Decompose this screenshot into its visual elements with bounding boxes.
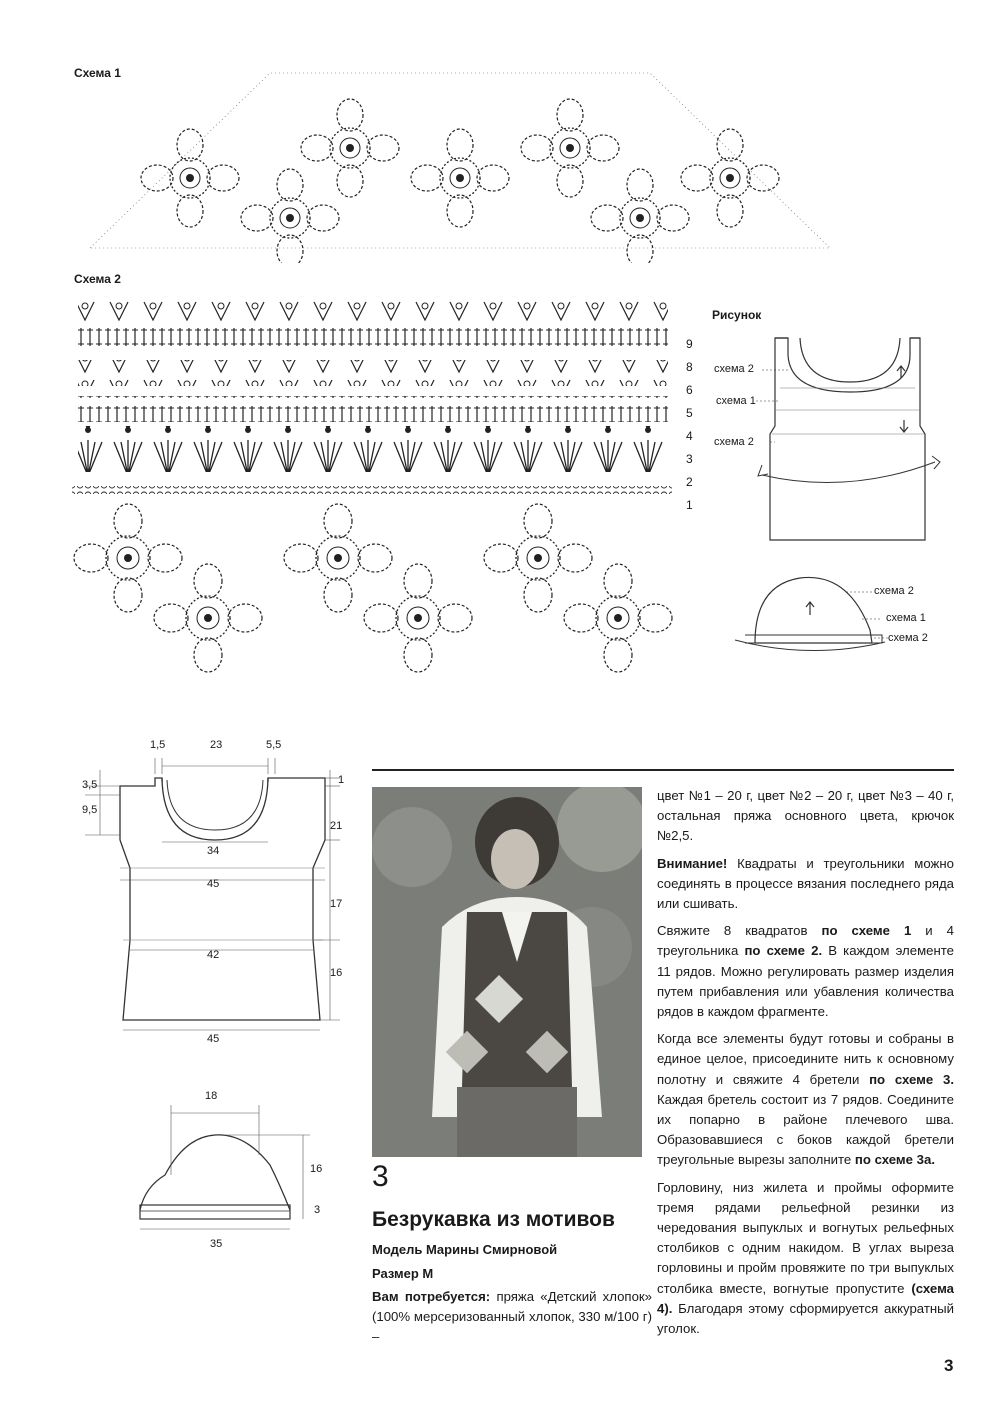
- vest-dim-right-1: 1: [338, 774, 345, 786]
- scheme1-chart: [80, 68, 840, 263]
- article-divider: [372, 769, 954, 771]
- row-number-3: 3: [686, 452, 693, 466]
- figure-vest-label-mid: схема 1: [716, 395, 756, 407]
- row-number-2: 2: [686, 475, 693, 489]
- row-number-5: 5: [686, 406, 693, 420]
- vest-dim-width-3: 42: [207, 949, 220, 961]
- row-number-9: 9: [686, 337, 693, 351]
- vest-pattern-drawing: [75, 750, 355, 1050]
- figure-sleeve-label-top: схема 2: [874, 585, 914, 597]
- paragraph-4: Когда все элементы будут готовы и собраны в единое целое, присоедините нить к основному полотну и свяжите 4 бретели по схеме 3. Каждая бретель состоит из 7 рядов. Соедините их попарно в районе плечевого шва. Образовавшиеся с боков каждой бретели треугольные вырезы заполните по схеме 3а.: [657, 1031, 954, 1168]
- row-number-8: 8: [686, 360, 693, 374]
- vest-dim-top-right: 5,5: [266, 739, 282, 751]
- vest-dim-right-2: 21: [330, 820, 343, 832]
- figure-vest-label-bottom: схема 2: [714, 436, 754, 448]
- paragraph-5: Горловину, низ жилета и проймы оформите тремя рядами рельефной резинки из чередования выпуклых и вогнутых рельефных столбиков с одним накидом. В углах выреза горловины и пройм провяжите по три выпуклых столбика вместе, вогнутые пропустите (схема 4). Благодаря этому сформируется аккуратный уголок.: [657, 1179, 954, 1337]
- model-photo-figure: [372, 787, 642, 1157]
- needs-label: Вам потребуется:: [372, 1289, 491, 1304]
- paragraph-2: Внимание! Квадраты и треугольники можно соединять в процессе вязания последнего ряда или сшивать.: [657, 855, 954, 912]
- figure-sleeve-label-mid: схема 1: [886, 612, 926, 624]
- vest-dim-left-1: 3,5: [82, 779, 98, 791]
- vest-dim-width-4: 45: [207, 1033, 220, 1045]
- article-title: Безрукавка из мотивов: [372, 1208, 615, 1231]
- scheme1-label: Схема 1: [74, 66, 121, 80]
- vest-dim-right-3: 17: [330, 898, 343, 910]
- row-number-1: 1: [686, 498, 693, 512]
- scheme2-label: Схема 2: [74, 272, 121, 286]
- article-needs: [372, 1287, 652, 1348]
- vest-dim-width-2: 45: [207, 878, 220, 890]
- paragraph-1: цвет №1 – 20 г, цвет №2 – 20 г, цвет №3 – 40 г, остальная пряжа основного цвета, крючок №2,5.: [657, 788, 954, 844]
- article-number: 3: [372, 1160, 389, 1193]
- sleeve-dim-top: 18: [205, 1090, 218, 1102]
- article-right-column: [657, 786, 954, 1346]
- row-number-6: 6: [686, 383, 693, 397]
- article-size: Размер M: [372, 1266, 434, 1281]
- model-photo: [372, 787, 642, 1157]
- sleeve-dim-right-1: 16: [310, 1163, 323, 1175]
- figure-sleeve-label-bottom: схема 2: [888, 632, 928, 644]
- figure-vest-label-top: схема 2: [714, 363, 754, 375]
- sleeve-dim-right-2: 3: [314, 1204, 321, 1216]
- sleeve-pattern-drawing: [125, 1095, 325, 1245]
- vest-dim-left-2: 9,5: [82, 804, 98, 816]
- sleeve-dim-bottom: 35: [210, 1238, 223, 1250]
- vest-dim-top-left: 1,5: [150, 739, 166, 751]
- needs-text: пряжа «Детский хлопок» (100% мерсеризованный хлопок, 330 м/100 г) –: [372, 1289, 653, 1345]
- article-author: Модель Марины Смирновой: [372, 1242, 558, 1257]
- paragraph-3: Свяжите 8 квадратов по схеме 1 и 4 треугольника по схеме 2. В каждом элементе 11 рядов. Можно регулировать размер изделия путем прибавления или убавления количества рядов в каждом фрагменте.: [657, 923, 954, 1020]
- vest-dim-width-1: 34: [207, 845, 220, 857]
- scheme2-chart: [68, 298, 680, 712]
- page-number: 3: [944, 1356, 954, 1375]
- row-number-4: 4: [686, 429, 693, 443]
- vest-dim-top-mid: 23: [210, 739, 223, 751]
- figure-label: Рисунок: [712, 308, 762, 322]
- vest-dim-right-4: 16: [330, 967, 343, 979]
